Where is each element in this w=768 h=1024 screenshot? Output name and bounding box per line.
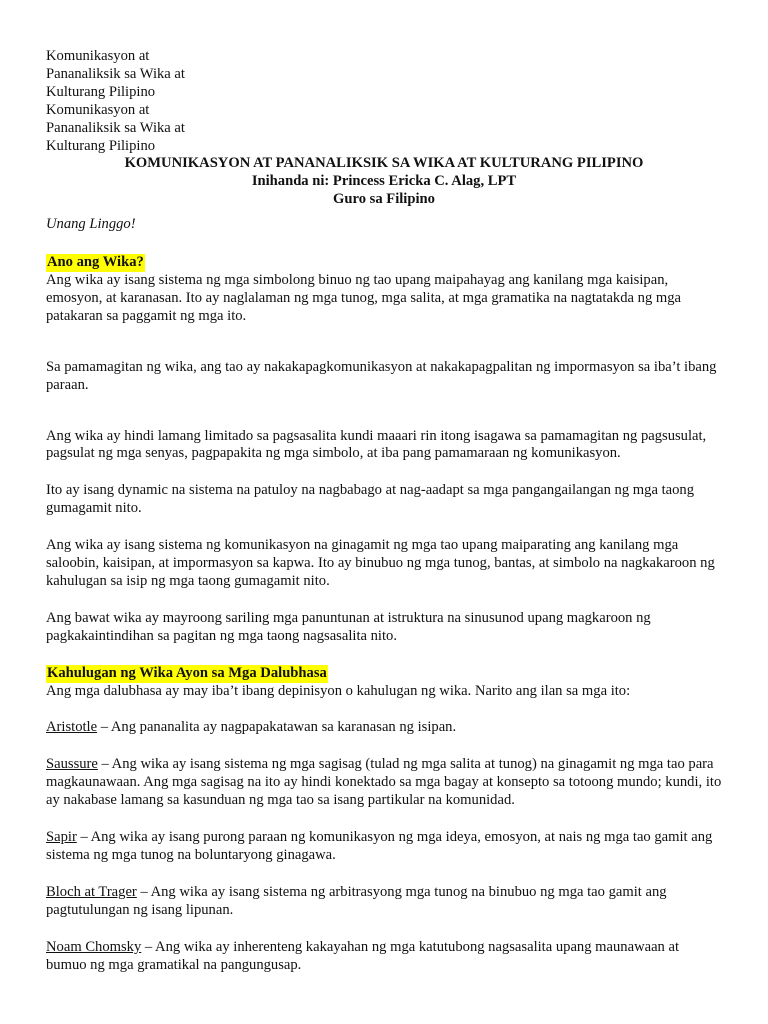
document-title: KOMUNIKASYON AT PANANALIKSIK SA WIKA AT KULTURANG PILIPINO — [124, 155, 644, 172]
section-heading-kahulugan: Kahulugan ng Wika Ayon sa Mga Dalubhasa — [47, 664, 327, 681]
paragraph: Ang wika ay hindi lamang limitado sa pagsasalita kundi maaari rin itong isagawa sa pamamagitan ng pagsusulat, pagsulat ng mga senyas, pagpapakita ng mga simbolo, at iba pang pamamaraan ng komunikasyon. — [46, 427, 707, 462]
header-line: Kulturang Pilipino — [46, 137, 156, 154]
header-line: Komunikasyon at — [46, 48, 150, 64]
header-line: Pananaliksik sa Wika at — [46, 119, 185, 136]
definition-text: – Ang wika ay inherenteng kakayahan ng mga katutubong nagsasalita upang maunawaan at bumuo ng mga gramatikal na pangungusap. — [46, 938, 680, 973]
definition-term: Sapir — [46, 829, 77, 846]
definition-term: Aristotle — [46, 719, 98, 736]
paragraph: Ang wika ay isang sistema ng komunikasyon na ginagamit ng mga tao upang maiparating ang kanilang mga saloobin, kaisipan, at impormasyon sa kapwa. Ito ay binubuo ng mga tunog, bantas, at simbolo na nagkakaroon ng kahulugan sa isip ng mga taong gumagamit nito. — [46, 537, 715, 589]
header-line: Komunikasyon at — [46, 101, 150, 118]
header-line: Kulturang Pilipino — [46, 83, 156, 100]
definition-term: Noam Chomsky — [46, 938, 142, 955]
definition-term: Bloch at Trager — [46, 883, 137, 900]
definition-item — [46, 829, 722, 865]
paragraph: Ito ay isang dynamic na sistema na patuloy na nagbabago at nag-aadapt sa mga pangangailangan ng mga taong gumagamit nito. — [46, 482, 694, 517]
definition-text: – Ang wika ay isang sistema ng arbitrasyong mga tunog na binubuo ng mga tao gamit ang pagtutulungan ng isang lipunan. — [46, 883, 667, 918]
role-line: Guro sa Filipino — [333, 191, 435, 208]
week-label: Unang Linggo! — [46, 216, 136, 233]
definition-text: – Ang wika ay isang sistema ng mga sagisag (tulad ng mga salita at tunog) na ginagamit ng mga tao para magkaunawaan. Ang mga sagisag na ito ay hindi konektado sa mga bagay at konsepto sa totoong mundo; kundi, ito ay nakabase lamang sa kasunduan ng mga tao sa isang partikular na komunidad. — [46, 756, 722, 809]
paragraph: Ang bawat wika ay mayroong sariling mga panuntunan at istruktura na sinusunod upang magkaroon ng pagkakaintindihan sa pagitan ng mga taong nagsasalita nito. — [46, 609, 651, 644]
paragraph: Sa pamamagitan ng wika, ang tao ay nakakapagkomunikasyon at nakakapagpalitan ng impormasyon sa iba’t ibang paraan. — [46, 358, 717, 393]
author-line: Inihanda ni: Princess Ericka C. Alag, LPT — [251, 173, 517, 190]
document-page — [46, 48, 722, 975]
definition-item — [46, 884, 722, 920]
header-line: Pananaliksik sa Wika at — [46, 65, 185, 82]
paragraph: Ang mga dalubhasa ay may iba’t ibang depinisyon o kahulugan ng wika. Narito ang ilan sa mga ito: — [46, 682, 631, 699]
paragraph: Ang wika ay isang sistema ng mga simbolong binuo ng tao upang maipahayag ang kanilang mga kaisipan, emosyon, at karanasan. Ito ay naglalaman ng mga tunog, mga salita, at mga gramatika na nagtatakda ng mga patakaran sa paggamit ng mga ito. — [46, 271, 682, 324]
header-block — [46, 48, 722, 155]
definition-item — [46, 719, 722, 737]
definition-item — [46, 939, 722, 975]
definition-text: – Ang pananalita ay nagpapakatawan sa karanasan ng isipan. — [97, 719, 457, 736]
definition-item — [46, 756, 722, 810]
definition-term: Saussure — [46, 756, 98, 773]
definition-text: – Ang wika ay isang purong paraan ng komunikasyon ng mga ideya, emosyon, at nais ng mga tao gamit ang sistema ng mga tunog na boluntaryong ginagawa. — [46, 829, 713, 863]
section-heading-ano-ang-wika: Ano ang Wika? — [47, 254, 144, 271]
